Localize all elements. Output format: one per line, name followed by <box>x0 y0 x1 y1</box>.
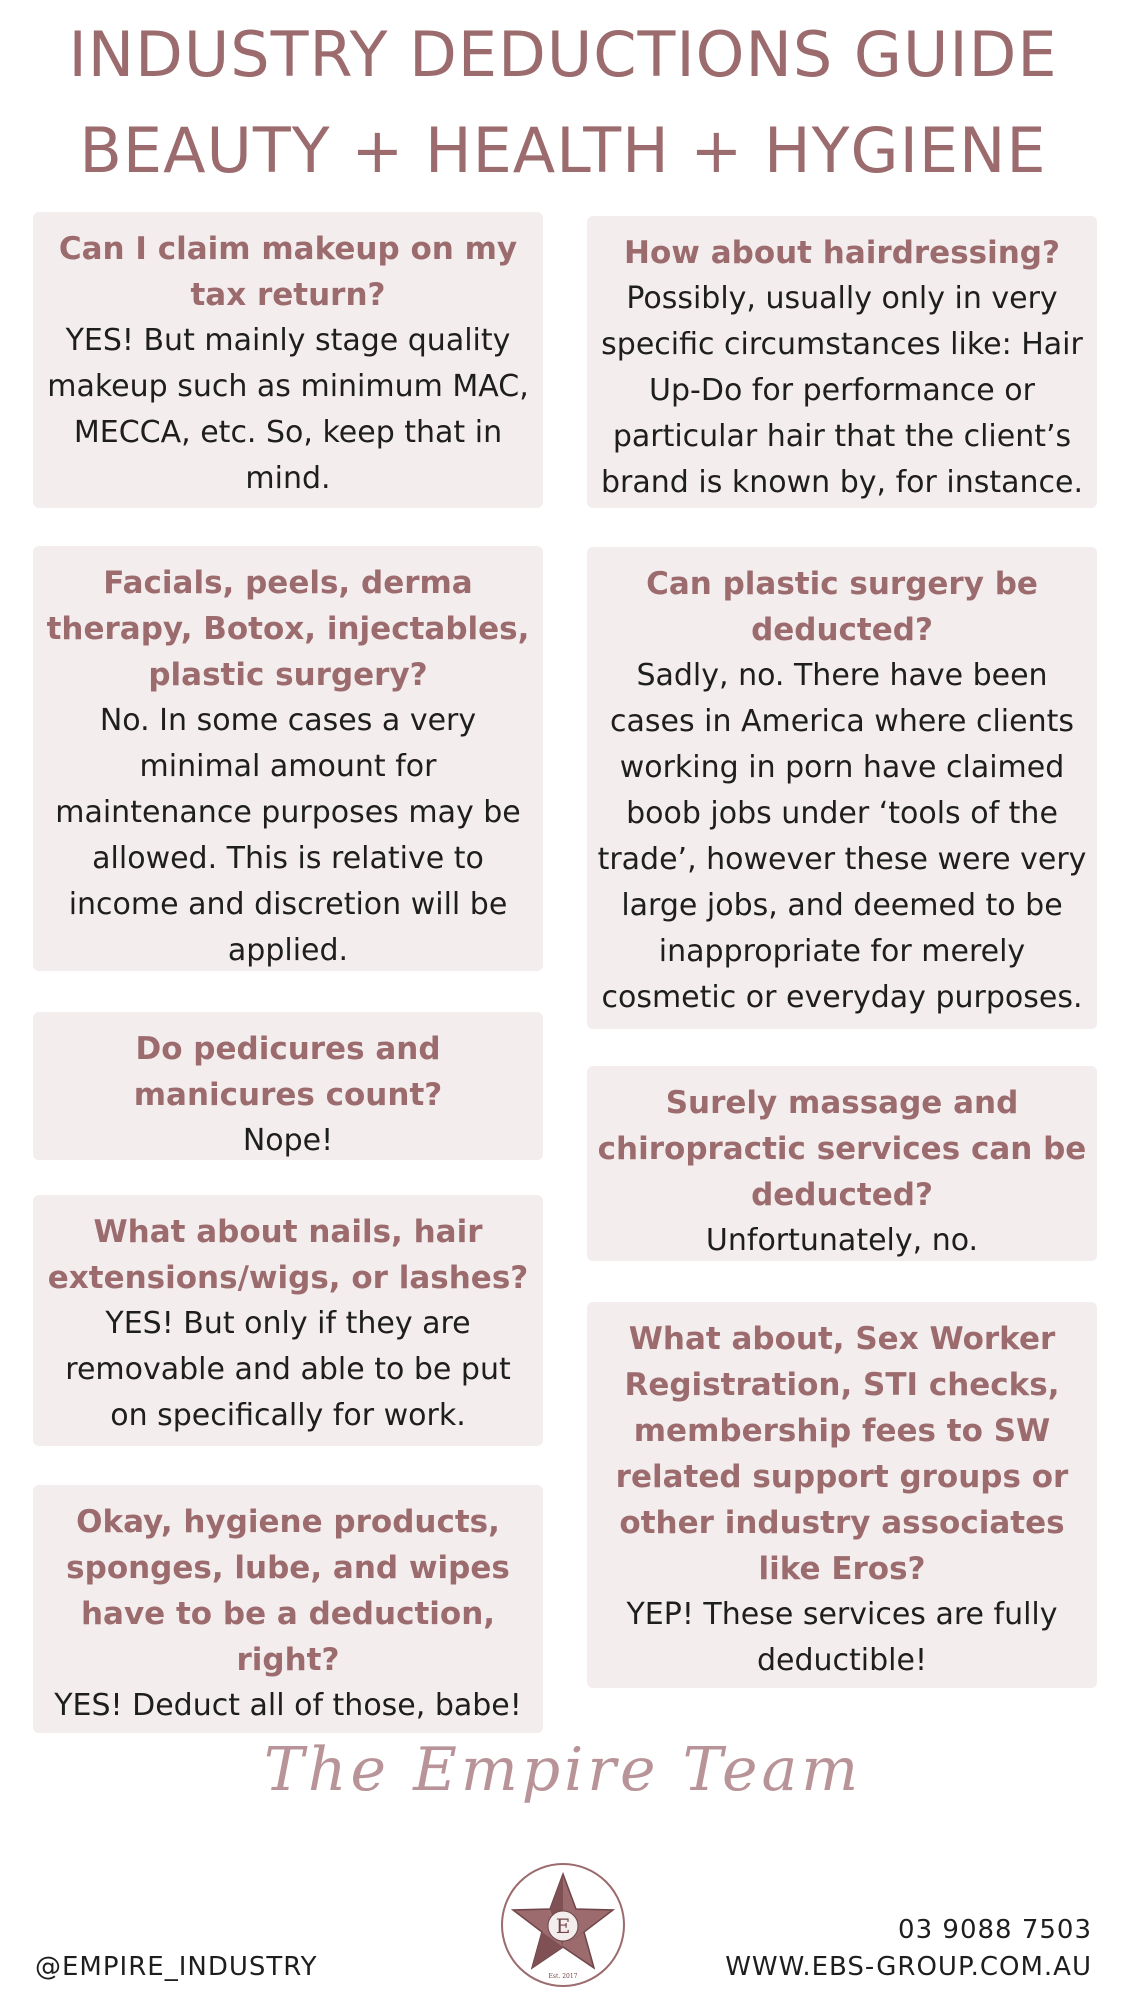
faq-answer: Possibly, usually only in very specific circumstances like: Hair Up-Do for performance or particular hair that the client’s brand is known by, for instance. <box>601 281 1083 500</box>
faq-question: Can I claim makeup on my tax return? <box>58 231 518 313</box>
faq-card-hygiene <box>33 1485 543 1733</box>
logo-letter: E <box>555 1914 571 1938</box>
phone-number: 03 9088 7503 <box>898 1915 1092 1945</box>
faq-card-sex-worker-registration <box>587 1302 1097 1688</box>
faq-question: Surely massage and chiropractic services can be deducted? <box>597 1085 1087 1213</box>
faq-card-makeup <box>33 212 543 508</box>
faq-card-massage <box>587 1066 1097 1261</box>
faq-question: What about nails, hair extensions/wigs, or lashes? <box>47 1214 529 1296</box>
faq-answer: YES! Deduct all of those, babe! <box>54 1688 522 1723</box>
faq-question: Do pedicures and manicures count? <box>133 1031 443 1113</box>
page-title-line-1: INDUSTRY DEDUCTIONS GUIDE <box>68 18 1058 91</box>
faq-answer: YES! But mainly stage quality makeup such as minimum MAC, MECCA, etc. So, keep that in mind. <box>47 323 529 496</box>
social-handle: @EMPIRE_INDUSTRY <box>35 1952 318 1982</box>
faq-card-nails <box>33 1195 543 1446</box>
faq-question: Okay, hygiene products, sponges, lube, and wipes have to be a deduction, right? <box>66 1504 510 1678</box>
website-url: WWW.EBS-GROUP.COM.AU <box>725 1952 1092 1982</box>
faq-card-hairdressing <box>587 216 1097 508</box>
faq-answer: Nope! <box>242 1123 334 1158</box>
faq-card-plastic-surgery <box>587 547 1097 1029</box>
faq-card-facials <box>33 546 543 971</box>
faq-question: Can plastic surgery be deducted? <box>646 566 1038 648</box>
logo-est: Est. 2017 <box>548 1973 578 1980</box>
faq-answer: YEP! These services are fully deductible! <box>626 1597 1058 1678</box>
faq-answer: YES! But only if they are removable and able to be put on specifically for work. <box>65 1306 511 1433</box>
faq-card-pedicures <box>33 1012 543 1160</box>
faq-answer: No. In some cases a very minimal amount for maintenance purposes may be allowed. This is relative to income and discretion will be applied. <box>55 703 521 968</box>
page-title-line-2: BEAUTY + HEALTH + HYGIENE <box>79 114 1047 187</box>
faq-question: What about, Sex Worker Registration, STI checks, membership fees to SW related support groups or other industry associates like Eros? <box>615 1321 1069 1587</box>
faq-answer: Sadly, no. There have been cases in America where clients working in porn have claimed boob jobs under ‘tools of the trade’, however these were very large jobs, and deemed to be inappropriate for merely cosmetic or everyday purposes. <box>597 658 1087 1015</box>
faq-question: How about hairdressing? <box>624 235 1060 271</box>
star-logo-icon <box>500 1862 626 1988</box>
faq-answer: Unfortunately, no. <box>705 1223 979 1258</box>
faq-question: Facials, peels, derma therapy, Botox, injectables, plastic surgery? <box>46 565 530 693</box>
signature: The Empire Team <box>263 1735 863 1805</box>
